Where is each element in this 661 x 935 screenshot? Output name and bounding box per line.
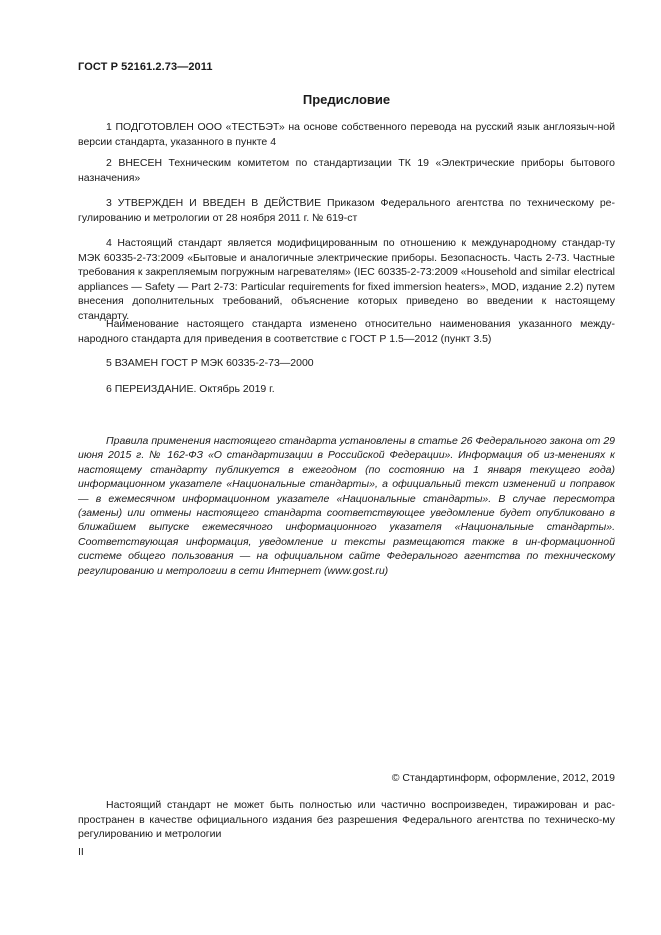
preface-item-6: 6 ПЕРЕИЗДАНИЕ. Октябрь 2019 г. xyxy=(106,383,275,395)
preface-item-5: 5 ВЗАМЕН ГОСТ Р МЭК 60335-2-73—2000 xyxy=(106,357,314,369)
copyright-line: © Стандартинформ, оформление, 2012, 2019 xyxy=(391,772,615,784)
preface-item-4-note: Наименование настоящего стандарта изменено относительно наименования указанного между-народного стандарта для приведения в соответствие с ГОСТ Р 1.5—2012 (пункт 3.5) xyxy=(78,318,615,345)
preface-item-1: 1 ПОДГОТОВЛЕН ООО «ТЕСТБЭТ» на основе собственного перевода на русский язык англоязыч-ной версии стандарта, указанного в пункте 4 xyxy=(78,121,615,148)
standard-code-header: ГОСТ Р 52161.2.73—2011 xyxy=(78,61,213,73)
application-rules-notice: Правила применения настоящего стандарта установлены в статье 26 Федерального закона от 29 июня 2015 г. № 162-ФЗ «О стандартизации в Российской Федерации». Информация об из-менениях к настоящему стандарту публикуется в ежегодном (по состоянию на 1 января текущего года) информационном указателе «Национальные стандарты», а официальный текст изменений и поправок — в ежемесячном информационном указателе «Национальные стандарты». В случае пересмотра (замены) или отмены настоящего стандарта соответствующее уведомление будет опубликовано в ближайшем выпуске ежемесячного информационного указателя «Национальные стандарты». Соответствующая информация, уведомление и тексты размещаются также в ин-формационной системе общего пользования — на официальном сайте Федерального агентства по техническому регулированию и метрологии в сети Интернет (www.gost.ru) xyxy=(78,435,615,577)
preface-item-4: 4 Настоящий стандарт является модифицированным по отношению к международному стандар-ту МЭК 60335-2-73:2009 «Бытовые и аналогичные электрические приборы. Безопасность. Часть 2-73. Частные требования к закрепляемым погружным нагревателям» (IEC 60335-2-73:2009 «Household and similar electrical appliances — Safety — Part 2-73: Particular requirements for fixed immersion heaters», MOD, издание 2.2) путем внесения дополнительных требований, объяснение которых приведено во введении к настоящему стандарту. xyxy=(78,237,615,322)
page-title: Предисловие xyxy=(302,92,391,107)
preface-item-3: 3 УТВЕРЖДЕН И ВВЕДЕН В ДЕЙСТВИЕ Приказом Федерального агентства по техническому ре-гулированию и метрологии от 28 ноября 2011 г. № 619-ст xyxy=(78,197,615,224)
preface-item-2: 2 ВНЕСЕН Техническим комитетом по стандартизации ТК 19 «Электрические приборы бытового назначения» xyxy=(78,157,615,184)
page-number: II xyxy=(78,846,84,858)
reproduction-notice: Настоящий стандарт не может быть полностью или частично воспроизведен, тиражирован и рас-пространен в качестве официального издания без разрешения Федерального агентства по техническо-му регулированию и метрологии xyxy=(78,799,615,840)
